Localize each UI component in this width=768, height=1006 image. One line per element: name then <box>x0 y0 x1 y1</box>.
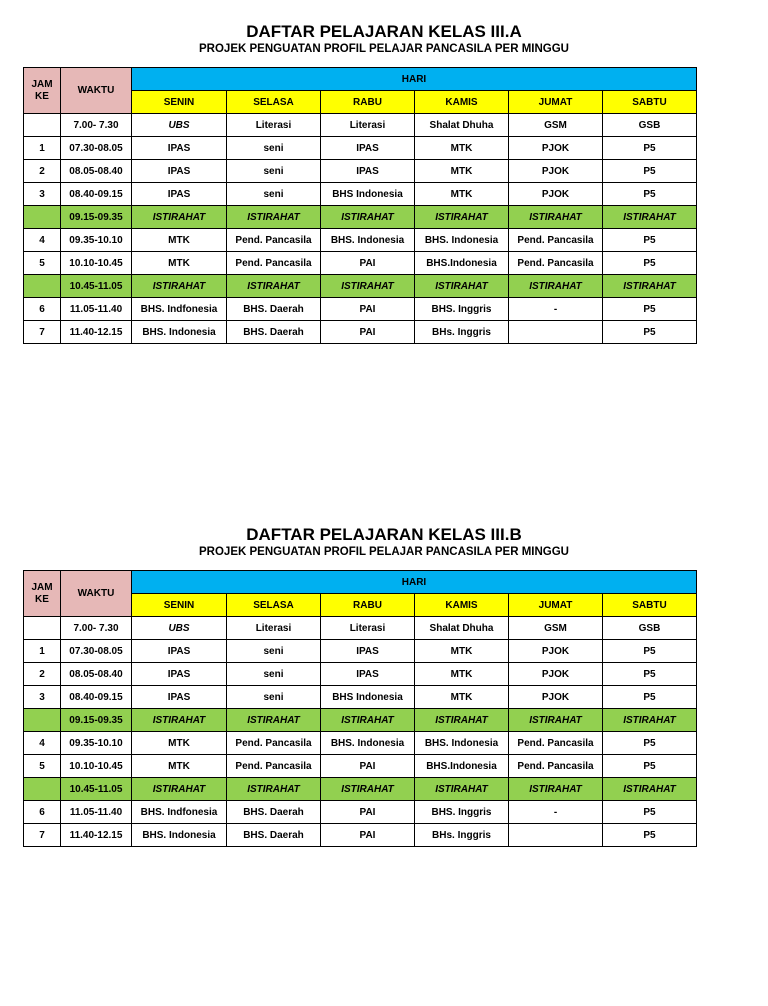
subject-cell: PAI <box>321 321 415 344</box>
subject-cell: ISTIRAHAT <box>509 709 603 732</box>
subject-cell: P5 <box>603 137 697 160</box>
subject-cell: BHS. Indfonesia <box>132 298 227 321</box>
waktu-header: WAKTU <box>61 571 132 617</box>
subject-cell: BHS. Indfonesia <box>132 801 227 824</box>
schedule-title: DAFTAR PELAJARAN KELAS III.A <box>246 22 522 41</box>
subject-cell: PAI <box>321 801 415 824</box>
subject-cell: seni <box>227 686 321 709</box>
subject-cell: P5 <box>603 640 697 663</box>
subject-cell: Shalat Dhuha <box>415 617 509 640</box>
waktu-cell: 09.15-09.35 <box>61 206 132 229</box>
schedule-kelas-3a <box>0 22 768 338</box>
waktu-cell: 07.30-08.05 <box>61 137 132 160</box>
jam-cell: 7 <box>24 321 61 344</box>
subject-cell: MTK <box>415 137 509 160</box>
subject-cell: Pend. Pancasila <box>509 252 603 275</box>
jam-cell: 1 <box>24 640 61 663</box>
subject-cell: BHs. Inggris <box>415 321 509 344</box>
table-row <box>24 183 697 206</box>
table-row <box>24 160 697 183</box>
subject-cell: ISTIRAHAT <box>132 206 227 229</box>
table-row <box>24 252 697 275</box>
schedule-kelas-3b <box>0 525 768 841</box>
subject-cell: GSM <box>509 617 603 640</box>
subject-cell: ISTIRAHAT <box>509 778 603 801</box>
subject-cell: MTK <box>132 732 227 755</box>
waktu-cell: 07.30-08.05 <box>61 640 132 663</box>
subject-cell: - <box>509 298 603 321</box>
subject-cell: PAI <box>321 252 415 275</box>
waktu-cell: 11.05-11.40 <box>61 801 132 824</box>
subject-cell: ISTIRAHAT <box>132 778 227 801</box>
subject-cell: BHS. Indonesia <box>415 229 509 252</box>
subject-cell: Pend. Pancasila <box>227 229 321 252</box>
hari-header: HARI <box>132 571 697 594</box>
subject-cell: PJOK <box>509 137 603 160</box>
subject-cell: MTK <box>132 229 227 252</box>
table-row <box>24 801 697 824</box>
jam-cell: 1 <box>24 137 61 160</box>
break-row <box>24 206 697 229</box>
jam-cell <box>24 206 61 229</box>
schedule-table <box>23 570 697 847</box>
waktu-cell: 10.45-11.05 <box>61 275 132 298</box>
jam-cell <box>24 114 61 137</box>
subject-cell: ISTIRAHAT <box>509 206 603 229</box>
day-header: RABU <box>321 91 415 114</box>
waktu-cell: 11.40-12.15 <box>61 321 132 344</box>
subject-cell: P5 <box>603 252 697 275</box>
subject-cell: P5 <box>603 229 697 252</box>
subject-cell: BHS. Indonesia <box>415 732 509 755</box>
header-row <box>24 68 697 91</box>
day-header: SELASA <box>227 594 321 617</box>
table-row <box>24 640 697 663</box>
subject-cell: ISTIRAHAT <box>132 275 227 298</box>
subject-cell: IPAS <box>132 640 227 663</box>
schedule-subtitle: PROJEK PENGUATAN PROFIL PELAJAR PANCASILA PER MINGGU <box>199 43 569 55</box>
subject-cell: Literasi <box>227 114 321 137</box>
subject-cell: ISTIRAHAT <box>415 206 509 229</box>
subject-cell: MTK <box>415 640 509 663</box>
subject-cell: ISTIRAHAT <box>603 206 697 229</box>
subject-cell: IPAS <box>132 160 227 183</box>
waktu-cell: 08.05-08.40 <box>61 663 132 686</box>
subject-cell: Literasi <box>321 114 415 137</box>
subject-cell: P5 <box>603 160 697 183</box>
subject-cell: GSB <box>603 617 697 640</box>
subject-cell: seni <box>227 183 321 206</box>
header-row <box>24 571 697 594</box>
day-header: RABU <box>321 594 415 617</box>
jam-cell: 6 <box>24 801 61 824</box>
jam-cell <box>24 275 61 298</box>
subject-cell: BHS. Daerah <box>227 321 321 344</box>
subject-cell: IPAS <box>321 640 415 663</box>
subject-cell: P5 <box>603 686 697 709</box>
subject-cell: ISTIRAHAT <box>415 778 509 801</box>
waktu-cell: 11.40-12.15 <box>61 824 132 847</box>
table-row <box>24 824 697 847</box>
subject-cell: ISTIRAHAT <box>321 206 415 229</box>
subject-cell: ISTIRAHAT <box>603 709 697 732</box>
day-header: JUMAT <box>509 594 603 617</box>
subject-cell: Literasi <box>321 617 415 640</box>
subject-cell: Pend. Pancasila <box>509 732 603 755</box>
subject-cell: PJOK <box>509 686 603 709</box>
subject-cell: ISTIRAHAT <box>603 275 697 298</box>
subject-cell: BHS Indonesia <box>321 183 415 206</box>
table-row <box>24 732 697 755</box>
day-header: SENIN <box>132 594 227 617</box>
jam-cell: 7 <box>24 824 61 847</box>
waktu-cell: 7.00- 7.30 <box>61 114 132 137</box>
jam-cell: 3 <box>24 686 61 709</box>
waktu-cell: 09.35-10.10 <box>61 229 132 252</box>
subject-cell: MTK <box>132 252 227 275</box>
day-header: SABTU <box>603 594 697 617</box>
waktu-cell: 08.40-09.15 <box>61 686 132 709</box>
waktu-cell: 08.40-09.15 <box>61 183 132 206</box>
schedule-table <box>23 67 697 344</box>
waktu-header: WAKTU <box>61 68 132 114</box>
subject-cell: BHS. Indonesia <box>321 732 415 755</box>
subject-cell: Pend. Pancasila <box>509 229 603 252</box>
day-header: SABTU <box>603 91 697 114</box>
subject-cell: BHS. Inggris <box>415 298 509 321</box>
table-row <box>24 321 697 344</box>
schedule-subtitle: PROJEK PENGUATAN PROFIL PELAJAR PANCASILA PER MINGGU <box>199 546 569 558</box>
subject-cell <box>509 824 603 847</box>
jam-cell: 4 <box>24 229 61 252</box>
subject-cell: ISTIRAHAT <box>321 275 415 298</box>
subject-cell: Literasi <box>227 617 321 640</box>
subject-cell: IPAS <box>321 137 415 160</box>
subject-cell: BHS Indonesia <box>321 686 415 709</box>
hari-header: HARI <box>132 68 697 91</box>
subject-cell: MTK <box>132 755 227 778</box>
table-row <box>24 755 697 778</box>
subject-cell: Pend. Pancasila <box>227 252 321 275</box>
subject-cell: PJOK <box>509 640 603 663</box>
table-row <box>24 137 697 160</box>
waktu-cell: 10.10-10.45 <box>61 252 132 275</box>
day-header: JUMAT <box>509 91 603 114</box>
subject-cell: ISTIRAHAT <box>227 206 321 229</box>
subject-cell: BHs. Inggris <box>415 824 509 847</box>
jam-cell <box>24 617 61 640</box>
subject-cell: IPAS <box>321 160 415 183</box>
subject-cell: seni <box>227 160 321 183</box>
subject-cell: MTK <box>415 160 509 183</box>
jam-cell <box>24 778 61 801</box>
subject-cell: ISTIRAHAT <box>321 709 415 732</box>
subject-cell: seni <box>227 640 321 663</box>
subject-cell: MTK <box>415 686 509 709</box>
subject-cell <box>509 321 603 344</box>
subject-cell: seni <box>227 663 321 686</box>
subject-cell: seni <box>227 137 321 160</box>
table-row <box>24 663 697 686</box>
subject-cell: P5 <box>603 183 697 206</box>
subject-cell: - <box>509 801 603 824</box>
subject-cell: ISTIRAHAT <box>132 709 227 732</box>
subject-cell: PAI <box>321 824 415 847</box>
table-row <box>24 686 697 709</box>
jam-cell: 5 <box>24 755 61 778</box>
waktu-cell: 09.35-10.10 <box>61 732 132 755</box>
subject-cell: ISTIRAHAT <box>227 275 321 298</box>
subject-cell: ISTIRAHAT <box>509 275 603 298</box>
subject-cell: BHS. Indonesia <box>132 321 227 344</box>
subject-cell: IPAS <box>132 686 227 709</box>
jam-cell: 5 <box>24 252 61 275</box>
subject-cell: PJOK <box>509 663 603 686</box>
subject-cell: MTK <box>415 663 509 686</box>
day-header: KAMIS <box>415 594 509 617</box>
subject-cell: P5 <box>603 824 697 847</box>
subject-cell: P5 <box>603 755 697 778</box>
subject-cell: BHS. Daerah <box>227 298 321 321</box>
break-row <box>24 275 697 298</box>
subject-cell: IPAS <box>132 663 227 686</box>
subject-cell: UBS <box>132 617 227 640</box>
waktu-cell: 10.10-10.45 <box>61 755 132 778</box>
subject-cell: Shalat Dhuha <box>415 114 509 137</box>
table-row <box>24 229 697 252</box>
jam-cell: 6 <box>24 298 61 321</box>
subject-cell: P5 <box>603 801 697 824</box>
subject-cell: PJOK <box>509 160 603 183</box>
subject-cell: MTK <box>415 183 509 206</box>
subject-cell: Pend. Pancasila <box>227 755 321 778</box>
waktu-cell: 11.05-11.40 <box>61 298 132 321</box>
jam-ke-header: JAM KE <box>24 571 61 617</box>
jam-cell: 4 <box>24 732 61 755</box>
day-header: SENIN <box>132 91 227 114</box>
subject-cell: ISTIRAHAT <box>227 778 321 801</box>
subject-cell: ISTIRAHAT <box>321 778 415 801</box>
subject-cell: BHS. Daerah <box>227 801 321 824</box>
subject-cell: UBS <box>132 114 227 137</box>
table-row <box>24 617 697 640</box>
subject-cell: GSM <box>509 114 603 137</box>
subject-cell: ISTIRAHAT <box>415 709 509 732</box>
break-row <box>24 709 697 732</box>
subject-cell: ISTIRAHAT <box>603 778 697 801</box>
subject-cell: P5 <box>603 298 697 321</box>
waktu-cell: 08.05-08.40 <box>61 160 132 183</box>
jam-cell <box>24 709 61 732</box>
subject-cell: BHS. Indonesia <box>321 229 415 252</box>
jam-cell: 2 <box>24 160 61 183</box>
jam-ke-header: JAM KE <box>24 68 61 114</box>
waktu-cell: 7.00- 7.30 <box>61 617 132 640</box>
subject-cell: Pend. Pancasila <box>227 732 321 755</box>
subject-cell: BHS. Daerah <box>227 824 321 847</box>
table-row <box>24 298 697 321</box>
subject-cell: IPAS <box>132 183 227 206</box>
subject-cell: PAI <box>321 755 415 778</box>
waktu-cell: 09.15-09.35 <box>61 709 132 732</box>
jam-cell: 2 <box>24 663 61 686</box>
subject-cell: BHS.Indonesia <box>415 755 509 778</box>
subject-cell: IPAS <box>321 663 415 686</box>
subject-cell: IPAS <box>132 137 227 160</box>
subject-cell: GSB <box>603 114 697 137</box>
subject-cell: P5 <box>603 321 697 344</box>
subject-cell: ISTIRAHAT <box>227 709 321 732</box>
waktu-cell: 10.45-11.05 <box>61 778 132 801</box>
subject-cell: P5 <box>603 663 697 686</box>
jam-cell: 3 <box>24 183 61 206</box>
day-header: KAMIS <box>415 91 509 114</box>
subject-cell: ISTIRAHAT <box>415 275 509 298</box>
subject-cell: Pend. Pancasila <box>509 755 603 778</box>
subject-cell: PJOK <box>509 183 603 206</box>
subject-cell: BHS. Inggris <box>415 801 509 824</box>
subject-cell: P5 <box>603 732 697 755</box>
table-row <box>24 114 697 137</box>
subject-cell: BHS. Indonesia <box>132 824 227 847</box>
schedule-title: DAFTAR PELAJARAN KELAS III.B <box>246 525 522 544</box>
subject-cell: PAI <box>321 298 415 321</box>
day-header: SELASA <box>227 91 321 114</box>
subject-cell: BHS.Indonesia <box>415 252 509 275</box>
break-row <box>24 778 697 801</box>
